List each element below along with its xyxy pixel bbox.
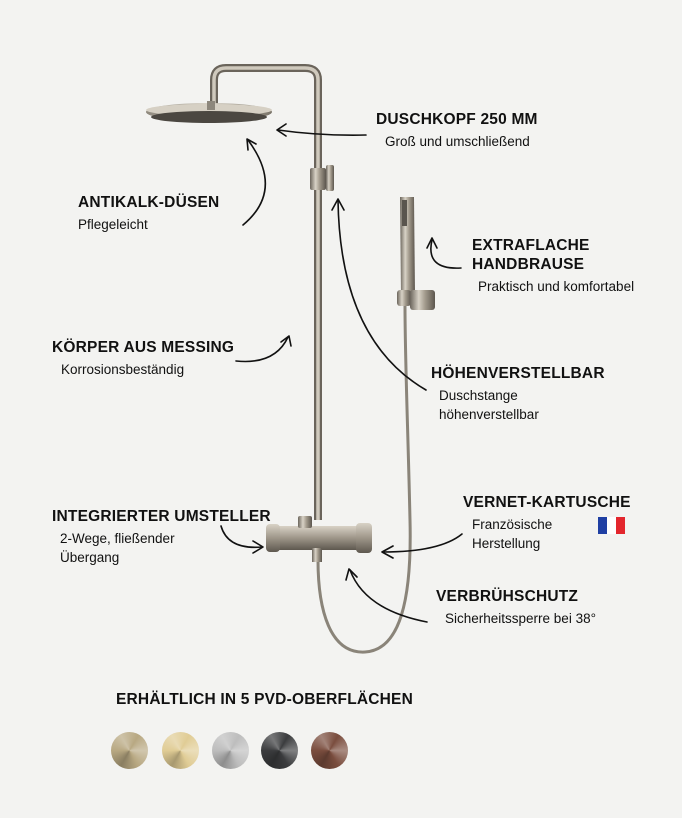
feature-antikalk (78, 193, 219, 234)
finish-swatch-gold-dark[interactable] (111, 732, 148, 769)
feature-subtitle: Groß und umschließend (385, 134, 530, 149)
feature-title: INTEGRIERTER UMSTELLER (52, 508, 271, 525)
feature-title: DUSCHKOPF 250 MM (376, 111, 538, 128)
arrow-handbrause (427, 238, 461, 268)
feature-title: VERNET-KARTUSCHE (463, 494, 631, 511)
arrow-hoehen (332, 199, 426, 390)
feature-title: HÖHENVERSTELLBAR (431, 365, 605, 382)
feature-handbrause (472, 236, 634, 296)
feature-subtitle: Französische (472, 517, 553, 532)
feature-duschkopf (376, 110, 538, 151)
feature-title: EXTRAFLACHE (472, 237, 590, 254)
feature-subtitle: Sicherheitssperre bei 38° (445, 611, 596, 626)
finish-swatch-copper[interactable] (311, 732, 348, 769)
arrow-verbruehschutz (346, 569, 427, 622)
feature-subtitle-line2: Übergang (60, 550, 120, 565)
feature-subtitle: Korrosionsbeständig (61, 362, 185, 377)
france-flag-icon (598, 517, 625, 534)
arrow-vernet (382, 534, 462, 558)
feature-title: ANTIKALK-DÜSEN (78, 194, 220, 211)
finish-swatch-gold-light[interactable] (162, 732, 199, 769)
finishes-title: ERHÄLTLICH IN 5 PVD-OBERFLÄCHEN (116, 691, 413, 708)
feature-title: KÖRPER AUS MESSING (52, 339, 235, 356)
feature-subtitle: Pflegeleicht (78, 217, 148, 232)
arrow-antikalk (243, 139, 265, 225)
feature-subtitle: 2-Wege, fließender (60, 531, 175, 546)
feature-subtitle: Duschstange (439, 388, 518, 403)
finish-swatch-gunmetal[interactable] (261, 732, 298, 769)
feature-subtitle-line2: Herstellung (472, 536, 541, 551)
feature-subtitle-line2: höhenverstellbar (439, 407, 539, 422)
feature-title-line2: HANDBRAUSE (472, 256, 585, 273)
feature-verbruehschutz (436, 587, 596, 628)
feature-messing (52, 338, 234, 379)
feature-hoehen (431, 364, 605, 424)
arrow-duschkopf (277, 124, 366, 136)
feature-title: VERBRÜHSCHUTZ (436, 588, 579, 605)
arrow-messing (236, 336, 291, 362)
feature-subtitle: Praktisch und komfortabel (478, 279, 635, 294)
feature-umsteller (52, 507, 271, 567)
finish-swatch-steel[interactable] (212, 732, 249, 769)
